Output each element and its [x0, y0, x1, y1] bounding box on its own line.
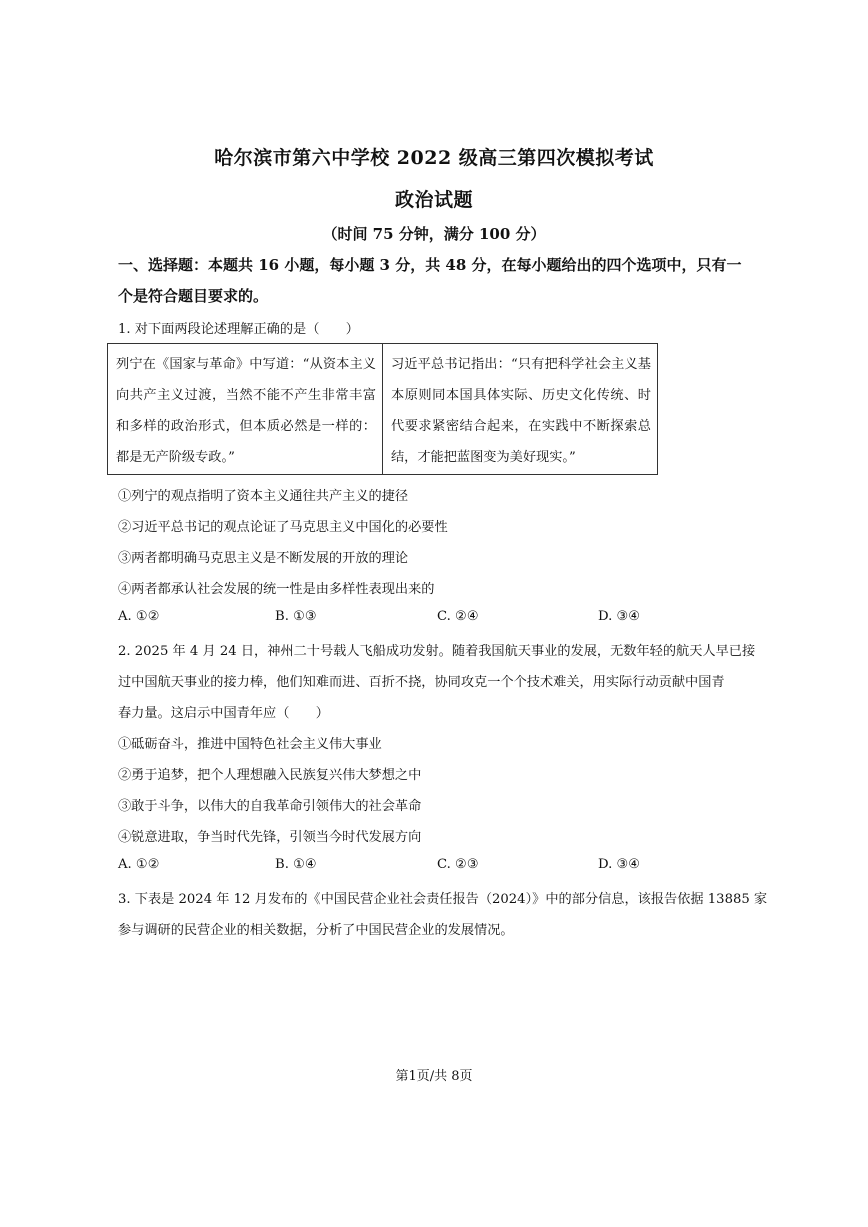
q1-statement-2: ②习近平总书记的观点论证了马克思主义中国化的必要性	[118, 520, 448, 535]
q2-stem-line3: 春力量。这启示中国青年应（ ）	[118, 706, 329, 721]
q2-option-a[interactable]: A. ①②	[118, 857, 160, 872]
q1-statement-1: ①列宁的观点指明了资本主义通往共产主义的捷径	[118, 489, 409, 504]
question-1-stem: 1. 对下面两段论述理解正确的是（ ）	[118, 322, 359, 337]
q2-option-b[interactable]: B. ①④	[275, 857, 317, 872]
q2-statement-2: ②勇于追梦，把个人理想融入民族复兴伟大梦想之中	[118, 768, 422, 783]
section-heading	[118, 250, 768, 312]
q3-stem-line1: 3. 下表是 2024 年 12 月发布的《中国民营企业社会责任报告（2024）》中的部分信息，该报告依据 13885 家	[118, 892, 768, 907]
q2-stem-line2: 过中国航天事业的接力棒，他们知难而进、百折不挠，协同攻克一个个技术难关，用实际行动贡献中国青	[118, 675, 725, 690]
quote-lenin: 列宁在《国家与革命》中写道：“从资本主义向共产主义过渡，当然不能不产生非常丰富和多样的政治形式，但本质必然是一样的：都是无产阶级专政。”	[108, 344, 383, 475]
q1-option-b[interactable]: B. ①③	[275, 609, 317, 624]
q1-statement-3: ③两者都明确马克思主义是不断发展的开放的理论	[118, 551, 409, 566]
section-heading-line1: 一、选择题：本题共 16 小题，每小题 3 分，共 48 分，在每小题给出的四个选项中，只有一	[118, 256, 742, 274]
section-heading-line2: 个是符合题目要求的。	[118, 287, 269, 305]
q1-option-d[interactable]: D. ③④	[598, 609, 641, 624]
q1-option-a[interactable]: A. ①②	[118, 609, 160, 624]
q1-statement-4: ④两者都承认社会发展的统一性是由多样性表现出来的	[118, 582, 435, 597]
time-info: （时间 75 分钟，满分 100 分）	[322, 225, 546, 243]
q2-statement-3: ③敢于斗争，以伟大的自我革命引领伟大的社会革命	[118, 799, 422, 814]
page-number: 第1页/共 8页	[395, 1069, 473, 1084]
q2-statement-4: ④锐意进取，争当时代先锋，引领当今时代发展方向	[118, 830, 422, 845]
q2-statement-1: ①砥砺奋斗，推进中国特色社会主义伟大事业	[118, 737, 382, 752]
q1-option-c[interactable]: C. ②④	[437, 609, 479, 624]
question-1-quote-table	[107, 343, 658, 475]
quote-xi: 习近平总书记指出：“只有把科学社会主义基本原则同本国具体实际、历史文化传统、时代要求紧密结合起来，在实践中不断探索总结，才能把蓝图变为美好现实。”	[383, 344, 658, 475]
q2-stem-line1: 2. 2025 年 4 月 24 日，神州二十号载人飞船成功发射。随着我国航天事业的发展，无数年轻的航天人早已接	[118, 644, 756, 659]
q2-option-c[interactable]: C. ②③	[437, 857, 479, 872]
q2-option-d[interactable]: D. ③④	[598, 857, 641, 872]
exam-title: 哈尔滨市第六中学校 2022 级高三第四次模拟考试	[214, 147, 654, 169]
q3-stem-line2: 参与调研的民营企业的相关数据，分析了中国民营企业的发展情况。	[118, 923, 514, 938]
subject-title: 政治试题	[394, 189, 473, 211]
